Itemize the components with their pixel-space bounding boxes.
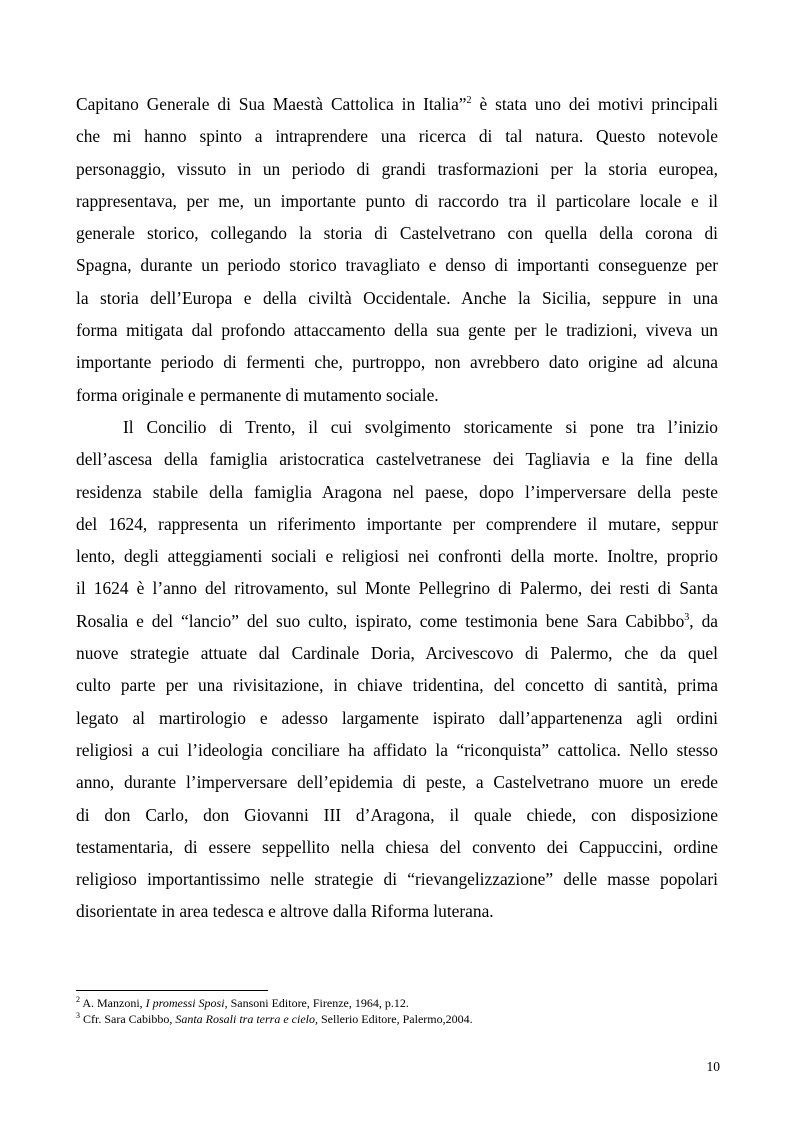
footnote-ref-2: 2 — [466, 95, 472, 106]
footnote-3-title: Santa Rosali tra terra e cielo, — [175, 1011, 318, 1026]
text-line-4: rappresentava, per me, un importante punto di raccordo tra il particolare locale e il — [76, 190, 718, 211]
footnote-2-title: I promessi Sposi, — [145, 996, 228, 1010]
text-line-26: disorientate in area tedesca e altrove dalla Riforma luterana. — [76, 901, 494, 922]
text-line-14: del 1624, rappresenta un riferimento importante per comprendere il mutare, seppur — [76, 513, 718, 534]
footnotes — [76, 996, 726, 1027]
text-line-11: Il Concilio di Trento, il cui svolgimento storicamente si pone tra l’inizio — [123, 416, 718, 437]
text-line-15: lento, degli atteggiamenti sociali e religiosi nei confronti della morte. Inoltre, proprio — [76, 546, 718, 567]
page-number: 10 — [706, 1059, 720, 1074]
text-line-8: forma mitigata dal profondo attaccamento della sua gente per le tradizioni, viveva un — [76, 320, 718, 341]
footnote-ref-3: 3 — [684, 611, 690, 623]
text-line-1: Capitano Generale di Sua Maestà Cattolica in Italia”$^2$ è stata uno dei motivi principali — [76, 94, 718, 114]
text-line-6: Spagna, durante un periodo storico travagliato e denso di importanti conseguenze per — [76, 255, 718, 276]
footnote-separator — [76, 990, 268, 991]
text-line-10: forma originale e permanente di mutamento sociale. — [76, 384, 439, 405]
text-line-22: anno, durante l’imperversare dell’epidemia di peste, a Castelvetrano muore un erede — [76, 772, 718, 793]
text-line-21: religiosi a cui l’ideologia conciliare ha affidato la “riconquista” cattolica. Nello stesso — [76, 739, 718, 760]
text-line-23: di don Carlo, don Giovanni III d’Aragona, il quale chiede, con disposizione — [76, 804, 718, 825]
text-line-7: la storia dell’Europa e della civiltà Occidentale. Anche la Sicilia, seppure in una — [76, 287, 718, 308]
text-line-18: nuove strategie attuate dal Cardinale Doria, Arcivescovo di Palermo, che da quel — [76, 643, 718, 664]
footnote-3: $^3$ Cfr. Sara Cabibbo, Santa Rosali tra terra e cielo, Sellerio Editore, Palermo,2004. — [76, 1010, 473, 1026]
text-line-24: testamentaria, di essere seppellito nella chiesa del convento dei Cappuccini, ordine — [76, 836, 718, 857]
text-line-3: personaggio, vissuto in un periodo di grandi trasformazioni per la storia europea, — [76, 158, 718, 179]
text-line-5: generale storico, collegando la storia di Castelvetrano con quella della corona di — [76, 223, 718, 244]
text-line-13: residenza stabile della famiglia Aragona nel paese, dopo l’imperversare della peste — [76, 481, 718, 502]
text-line-25: religioso importantissimo nelle strategie di “rievangelizzazione” delle masse popolari — [76, 869, 718, 890]
text-line-16: il 1624 è l’anno del ritrovamento, sul Monte Pellegrino di Palermo, dei resti di Santa — [76, 578, 718, 599]
footnote-2: $^2$ A. Manzoni, I promessi Sposi, Sansoni Editore, Firenze, 1964, p.12. — [76, 995, 409, 1010]
text-line-17: Rosalia e del “lancio” del suo culto, ispirato, come testimonia bene Sara Cabibbo$^3$, da — [76, 610, 718, 631]
text-line-19: culto parte per una rivisitazione, in chiave tridentina, del concetto di santità, prima — [76, 675, 718, 696]
text-line-20: legato al martirologio e adesso largamente ispirato dall’appartenenza agli ordini — [76, 707, 718, 728]
body-text — [76, 88, 718, 928]
text-line-12: dell’ascesa della famiglia aristocratica castelvetranese dei Tagliavia e la fine della — [76, 449, 718, 470]
text-line-9: importante periodo di fermenti che, purtroppo, non avrebbero dato origine ad alcuna — [76, 352, 718, 373]
text-line-2: che mi hanno spinto a intraprendere una ricerca di tal natura. Questo notevole — [76, 126, 718, 147]
